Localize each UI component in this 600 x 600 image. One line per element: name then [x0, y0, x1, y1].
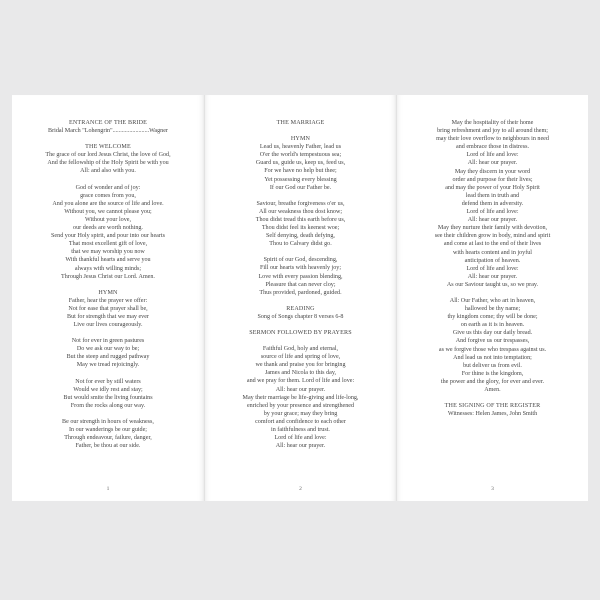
text-line: All: hear our prayer.	[467, 217, 518, 224]
text-line: and come at last to the end of their lives	[443, 241, 542, 248]
text-line: Lord of life and love:	[466, 209, 519, 216]
page-number: 3	[491, 485, 494, 492]
text-line: but deliver us from evil.	[463, 362, 522, 369]
text-line: Song of Songs chapter 8 verses 6-8	[257, 313, 344, 320]
text-line: Witnesses: Helen James, John Smith	[447, 411, 538, 418]
page-content	[22, 119, 194, 450]
text-line: Through endeavour, failure, danger,	[64, 435, 152, 442]
text-line: Amen.	[484, 387, 501, 393]
text-line: Without your love,	[85, 216, 131, 223]
block-spacer	[215, 192, 386, 200]
text-line: may their love overflow to neighbours in need	[436, 136, 549, 143]
text-line: May we tread rejoicingly.	[76, 362, 140, 369]
text-line: May the hospitality of their home	[451, 120, 534, 126]
text-line: Love with every passion blending,	[258, 273, 343, 280]
text-line: And lead us not into temptation;	[453, 354, 532, 361]
text-line: Send your Holy spirit, and pour into our hearts	[51, 233, 165, 240]
text-line: Lead us, heavenly Father, lead us	[259, 144, 342, 151]
text-line: For thine is the kingdom,	[461, 370, 524, 377]
text-line: Fill our hearts with heavenly joy;	[259, 265, 342, 272]
text-line: From the rocks along our way.	[70, 402, 146, 409]
text-line: Bridal March "Lohengrin"........................Wagner	[48, 128, 168, 135]
block-spacer	[215, 337, 386, 345]
text-line: Saviour, breathe forgiveness o'er us,	[256, 200, 345, 207]
text-line: Lord of life and love:	[466, 152, 519, 159]
text-line: on earth as it is in heaven.	[460, 322, 525, 329]
text-line: Lord of life and love:	[274, 435, 327, 442]
block-spacer	[22, 176, 194, 184]
section-heading: ENTRANCE OF THE BRIDE	[68, 120, 148, 126]
text-line: Thus provided, pardoned, guided.	[259, 289, 342, 296]
text-line: All: hear our prayer.	[275, 443, 326, 450]
block-spacer	[215, 321, 386, 329]
text-line: always with willing minds;	[74, 265, 142, 272]
text-line: God of wonder and of joy:	[75, 184, 141, 191]
text-line: Faithful God, holy and eternal,	[262, 346, 339, 353]
page-number: 1	[106, 485, 110, 492]
section-heading: HYMN	[290, 136, 311, 143]
text-line: All: hear our prayer.	[275, 386, 326, 393]
text-line: But would smite the living fountains	[63, 394, 153, 401]
section-heading: HYMN	[98, 289, 118, 296]
block-spacer	[22, 370, 194, 378]
text-line: defend them in adversity.	[461, 200, 524, 207]
text-line: Not for ever by still waters	[75, 378, 141, 385]
text-line: Thou didst feel its keenest woe;	[261, 225, 340, 232]
text-line: Thou to Calvary didst go.	[269, 241, 332, 248]
text-line: source of life and spring of love,	[260, 354, 341, 361]
text-line: Spirit of our God, descending,	[263, 257, 338, 264]
text-line: May they discern in your word	[454, 168, 531, 175]
text-line: All our weakness thou dost know;	[258, 208, 343, 215]
text-line: All: hear our prayer.	[467, 160, 518, 167]
text-line: Thou didst tread this earth before us,	[255, 216, 346, 223]
text-line: And you alone are the source of life and love.	[52, 200, 164, 207]
text-line: May their marriage be life-giving and life-long,	[242, 394, 359, 401]
text-line: anticipation of heaven.	[464, 257, 521, 264]
text-line: All: and also with you.	[80, 168, 136, 175]
text-line: Not for ever in green pastures	[71, 338, 145, 345]
page-1	[12, 95, 204, 501]
section-heading: THE SIGNING OF THE REGISTER	[444, 403, 541, 410]
text-line: Father, be thou at our side.	[75, 443, 141, 450]
text-line: by your grace; may they bring	[263, 410, 338, 417]
text-line: James and Nicola to this day,	[264, 370, 337, 377]
text-line: But for strength that we may ever	[67, 313, 149, 320]
text-line: bring refreshment and joy to all around them;	[437, 128, 548, 135]
text-line: But the steep and rugged pathway	[66, 354, 150, 361]
text-line: our deeds are worth nothing.	[73, 225, 143, 232]
text-line: Be our strength in hours of weakness,	[62, 418, 154, 425]
page-3	[396, 95, 588, 501]
block-spacer	[22, 329, 194, 337]
text-line: Through Jesus Christ our Lord. Amen.	[61, 273, 155, 280]
text-line: order and purpose for their lives;	[452, 176, 533, 183]
text-line: With thankful hearts and serve you	[65, 257, 151, 264]
block-spacer	[407, 394, 578, 402]
text-line: as we forgive those who trespass against us.	[438, 346, 547, 353]
section-heading: SERMON FOLLOWED BY PRAYERS	[249, 329, 352, 336]
block-spacer	[407, 289, 578, 297]
text-line: All: Our Father, who art in heaven,	[449, 297, 536, 304]
text-line: For we have no help but thee;	[264, 168, 337, 175]
text-line: the power and the glory, for ever and ever.	[440, 378, 545, 385]
text-line: Live our lives courageously.	[73, 322, 143, 329]
text-line: Not for ease that prayer shall be,	[68, 305, 148, 312]
text-line: Yet possessing every blessing	[264, 176, 337, 183]
page-content	[215, 119, 386, 450]
text-line: Give us this day our daily bread.	[452, 330, 533, 337]
text-line: Do we ask our way to be;	[76, 346, 140, 353]
text-line: lead them in truth and	[465, 192, 520, 199]
text-line: Father, hear the prayer we offer:	[68, 297, 148, 304]
section-heading: THE WELCOME	[85, 144, 131, 151]
text-line: in faithfulness and trust.	[271, 427, 330, 433]
text-line: In our wanderings be our guide;	[68, 427, 147, 433]
text-line: Lord of life and love:	[466, 265, 519, 272]
booklet-spread	[12, 95, 588, 501]
text-line: that we may worship you now	[71, 249, 145, 256]
text-line: and may the power of your Holy Spirit	[445, 184, 540, 191]
text-line: That most excellent gift of love,	[68, 241, 148, 248]
block-spacer	[215, 297, 386, 305]
text-line: The grace of our lord Jesus Christ, the love of God,	[45, 152, 171, 159]
block-spacer	[215, 127, 386, 135]
text-line: And the fellowship of the Holy Spirit be with you	[47, 160, 169, 167]
text-line: grace comes from you,	[80, 192, 136, 199]
section-heading: READING	[286, 305, 315, 312]
text-line: and we pray for them. Lord of life and love:	[246, 378, 355, 385]
text-line: All: hear our prayer.	[467, 273, 518, 280]
block-spacer	[22, 281, 194, 289]
text-line: And forgive us our trespasses,	[455, 338, 530, 345]
block-spacer	[22, 135, 194, 143]
text-line: thy kingdom come; thy will be done;	[447, 314, 538, 321]
block-spacer	[22, 410, 194, 418]
text-line: Guard us, guide us, keep us, feed us,	[255, 160, 346, 167]
text-line: O'er the world's tempestuous sea;	[259, 152, 342, 159]
text-line: and embrace those in distress.	[456, 144, 529, 151]
text-line: comfort and confidence to each other	[255, 418, 346, 425]
text-line: Without you, we cannot please you;	[64, 208, 152, 215]
text-line: we thank and praise you for bringing	[255, 362, 346, 369]
text-line: Would we idly rest and stay;	[73, 386, 143, 393]
page-number: 2	[299, 485, 302, 492]
text-line: with hearts content and in joyful	[452, 249, 533, 256]
text-line: hallowed be thy name;	[464, 306, 521, 313]
page-content	[407, 119, 578, 418]
text-line: see their children grow in body, mind and spirit	[434, 233, 551, 240]
text-line: Pleasure that can never cloy;	[265, 281, 336, 288]
text-line: May they nurture their family with devotion,	[437, 225, 548, 232]
text-line: Self denying, death defying,	[266, 233, 335, 240]
section-heading: THE MARRIAGE	[276, 120, 325, 126]
page-2	[204, 95, 396, 501]
text-line: enriched by your presence and strengthened	[246, 402, 355, 409]
text-line: If our God our Father be.	[269, 184, 332, 191]
block-spacer	[215, 248, 386, 256]
text-line: As our Saviour taught us, so we pray.	[446, 281, 539, 288]
